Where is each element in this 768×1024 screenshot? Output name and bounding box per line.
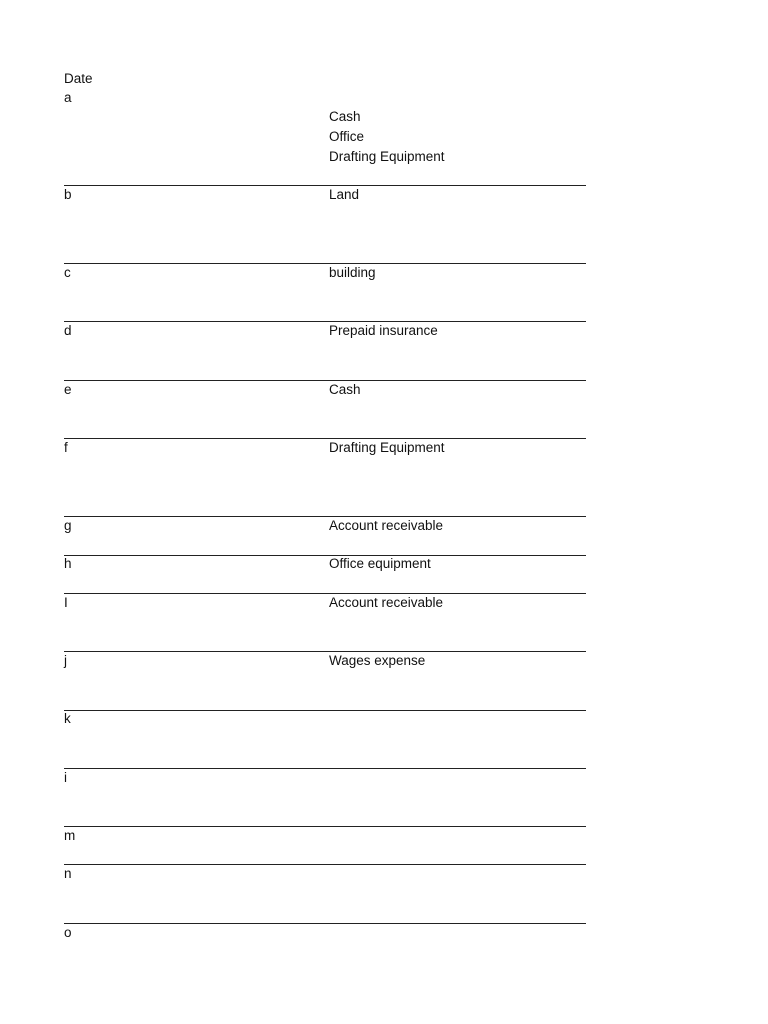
entry-a-account-1: Cash [329,109,361,124]
entry-divider [64,593,586,594]
entry-divider [64,864,586,865]
entry-letter-b: b [64,187,72,202]
entry-f-account-1: Drafting Equipment [329,440,445,455]
entry-a-account-3: Drafting Equipment [329,149,445,164]
entry-divider [64,516,586,517]
entry-c-account-1: building [329,265,376,280]
entry-letter-c: c [64,265,71,280]
entry-divider [64,185,586,186]
entry-letter-a: a [64,90,72,105]
entry-h-account-1: Office equipment [329,556,431,571]
entry-letter-j: j [64,653,67,668]
entry-letter-d: d [64,323,72,338]
entry-letter-i: i [64,770,67,785]
entry-letter-o: o [64,925,72,940]
entry-g-account-1: Account receivable [329,518,444,533]
entry-divider [64,380,586,381]
entry-letter-g: g [64,518,72,533]
entry-d-account-1: Prepaid insurance [329,323,438,338]
entry-e-account-1: Cash [329,382,361,397]
entry-letter-f: f [64,440,68,455]
entry-divider [64,768,586,769]
entry-divider [64,710,586,711]
entry-divider [64,651,586,652]
entry-divider [64,438,586,439]
entry-divider [64,923,586,924]
entry-divider [64,555,586,556]
entry-letter-k: k [64,711,71,726]
entry-letter-m: m [64,828,76,843]
entry-j-account-1: Wages expense [329,653,426,668]
entry-divider [64,321,586,322]
entry-I-account-1: Account receivable [329,595,444,610]
entry-b-account-1: Land [329,187,360,202]
entry-letter-n: n [64,866,72,881]
entry-divider [64,263,586,264]
entry-letter-e: e [64,382,72,397]
date-header: Date [64,71,93,86]
entry-divider [64,826,586,827]
entry-letter-I: I [64,595,68,610]
entry-letter-h: h [64,556,72,571]
entry-a-account-2: Office [329,129,365,144]
